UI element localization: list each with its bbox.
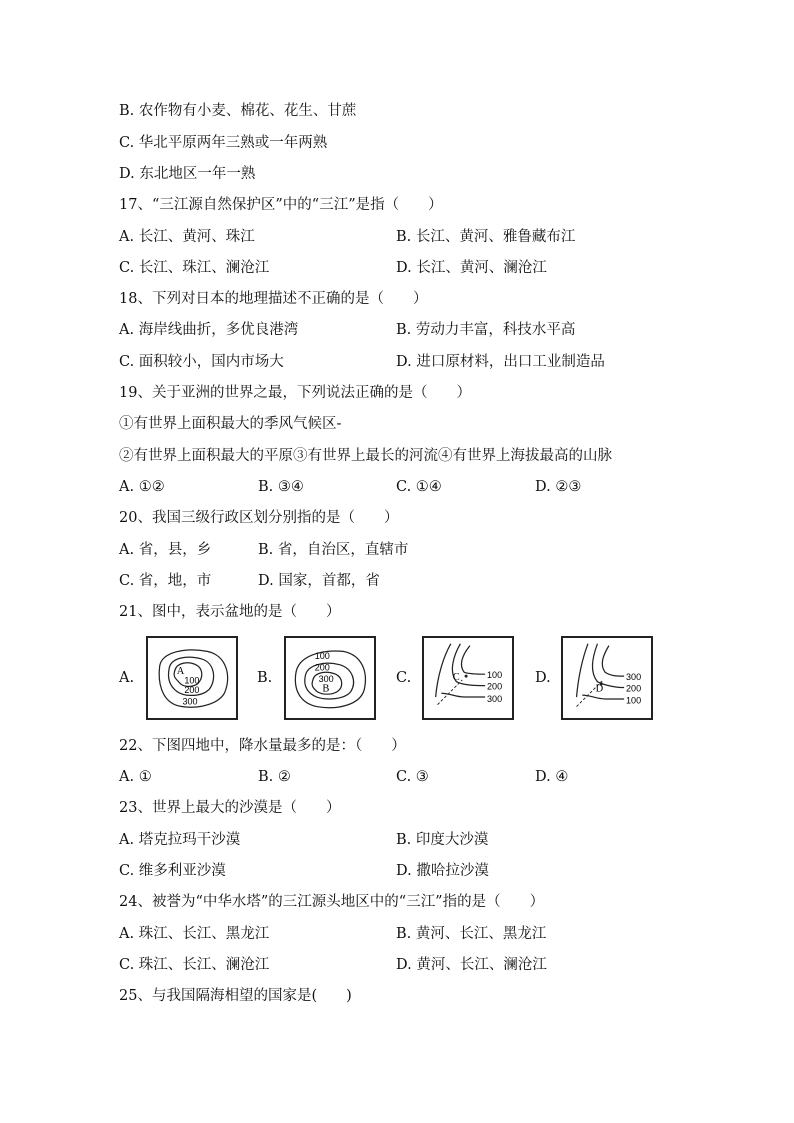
contour-map-b	[286, 638, 374, 718]
q21-b-contour-100: 100	[314, 650, 330, 661]
q18-option-b: B. 劳动力丰富，科技水平高	[396, 322, 576, 338]
contour-map-a	[148, 638, 236, 718]
q18-option-d: D. 进口原材料，出口工业制造品	[396, 354, 605, 370]
contour-map-c	[424, 638, 512, 718]
q21-a-letter: A	[176, 666, 185, 678]
q17-option-a: A. 长江、黄河、珠江	[119, 229, 255, 245]
contour-map-d	[563, 638, 651, 718]
q19-statement-1: ①有世界上面积最大的季风气候区-	[119, 416, 342, 432]
q22-stem: 22、下图四地中，降水量最多的是：（ ）	[119, 738, 406, 754]
q24-option-c: C. 珠江、长江、澜沧江	[119, 957, 270, 973]
q21-label-c: C.	[396, 670, 412, 686]
q24-stem: 24、被誉为“中华水塔”的三江源头地区中的“三江”指的是（ ）	[119, 894, 545, 910]
q19-statement-2: ②有世界上面积最大的平原③有世界上最长的河流④有世界上海拔最高的山脉	[119, 448, 612, 464]
q24-option-a: A. 珠江、长江、黑龙江	[119, 926, 270, 942]
q20-option-b: B. 省，自治区，直辖市	[258, 542, 409, 558]
q18-option-c: C. 面积较小，国内市场大	[119, 354, 284, 370]
q19-stem: 19、关于亚洲的世界之最，下列说法正确的是（ ）	[119, 385, 471, 401]
q23-option-b: B. 印度大沙漠	[396, 832, 489, 848]
q20-option-d: D. 国家，首都，省	[258, 573, 380, 589]
q21-d-contour-200: 200	[626, 683, 642, 694]
q16-option-d: D. 东北地区一年一熟	[119, 166, 256, 182]
q21-figure-a	[146, 636, 238, 720]
q21-d-contour-100: 100	[626, 695, 642, 706]
q21-c-contour-100: 100	[487, 670, 503, 680]
q20-stem: 20、我国三级行政区划分别指的是（ ）	[119, 510, 399, 526]
q21-d-letter: D	[595, 683, 604, 695]
q21-label-b: B.	[257, 670, 273, 686]
q19-option-b: B. ③④	[258, 479, 304, 495]
q21-c-contour-300: 300	[487, 693, 503, 704]
q21-figure-d	[561, 636, 653, 720]
q23-option-a: A. 塔克拉玛干沙漠	[119, 832, 241, 848]
q19-option-d: D. ②③	[535, 479, 582, 495]
q25-stem: 25、与我国隔海相望的国家是( )	[119, 988, 352, 1004]
q22-option-a: A. ①	[119, 769, 152, 785]
q21-figure-b	[284, 636, 376, 720]
q21-c-letter: C	[452, 671, 460, 683]
q21-b-letter: B	[322, 683, 330, 695]
q23-option-d: D. 撒哈拉沙漠	[396, 863, 489, 879]
q20-option-c: C. 省，地，市	[119, 573, 212, 589]
q21-figure-c	[422, 636, 514, 720]
q23-stem: 23、世界上最大的沙漠是（ ）	[119, 800, 341, 816]
q17-option-b: B. 长江、黄河、雅鲁藏布江	[396, 229, 576, 245]
q19-option-a: A. ①②	[119, 479, 165, 495]
q21-a-contour-100: 100	[184, 675, 200, 686]
q22-option-c: C. ③	[396, 769, 429, 785]
q19-option-c: C. ①④	[396, 479, 442, 495]
q24-option-b: B. 黄河、长江、黑龙江	[396, 926, 547, 942]
q24-option-d: D. 黄河、长江、澜沧江	[396, 957, 547, 973]
q21-b-contour-300: 300	[318, 673, 334, 684]
q23-option-c: C. 维多利亚沙漠	[119, 863, 226, 879]
q17-option-c: C. 长江、珠江、澜沧江	[119, 260, 270, 276]
q17-option-d: D. 长江、黄河、澜沧江	[396, 260, 547, 276]
q21-a-contour-300: 300	[182, 696, 198, 707]
q21-a-contour-200: 200	[184, 685, 200, 696]
q18-option-a: A. 海岸线曲折，多优良港湾	[119, 322, 299, 338]
q16-option-b: B. 农作物有小麦、棉花、花生、甘蔗	[119, 103, 357, 119]
q20-option-a: A. 省，县，乡	[119, 542, 212, 558]
q21-c-contour-200: 200	[487, 681, 503, 692]
q21-label-a: A.	[119, 670, 135, 686]
q21-d-contour-300: 300	[626, 671, 642, 682]
q21-stem: 21、图中，表示盆地的是（ ）	[119, 604, 341, 620]
q22-option-d: D. ④	[535, 769, 569, 785]
q18-stem: 18、下列对日本的地理描述不正确的是（ ）	[119, 291, 428, 307]
q17-stem: 17、“三江源自然保护区”中的“三江”是指（ ）	[119, 197, 443, 213]
q16-option-c: C. 华北平原两年三熟或一年两熟	[119, 135, 328, 151]
q21-b-contour-200: 200	[314, 662, 330, 673]
q21-label-d: D.	[535, 670, 551, 686]
q22-option-b: B. ②	[258, 769, 291, 785]
